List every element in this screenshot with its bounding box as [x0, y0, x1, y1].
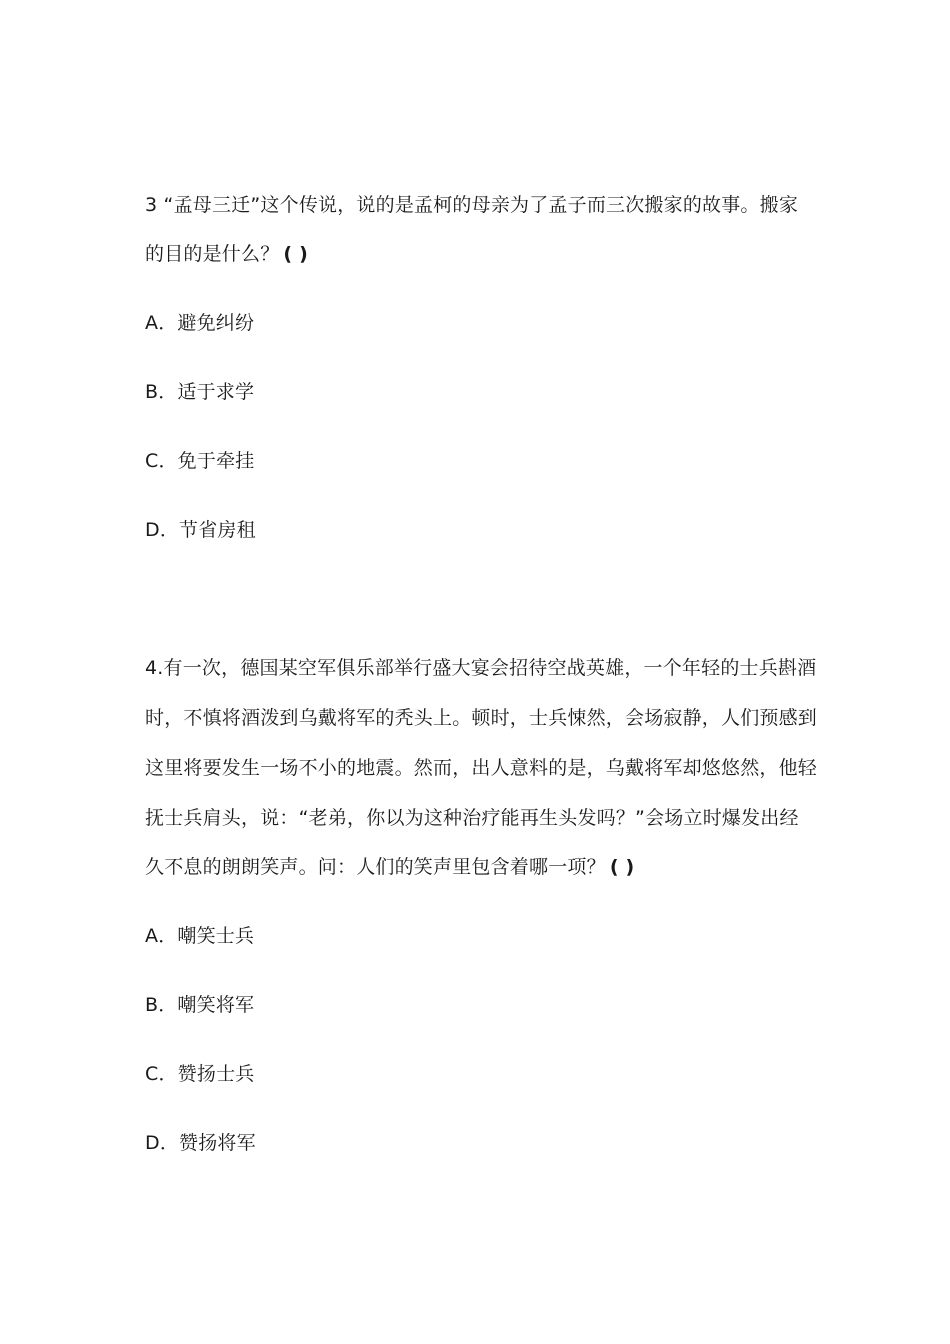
question-3-option-c: C．免于牵挂 [145, 450, 255, 472]
question-3-line-2-text: 的目的是什么？ [145, 243, 280, 265]
question-4-line-5-text: 久不息的朗朗笑声。问：人们的笑声里包含着哪一项？ [145, 856, 606, 878]
question-4-option-b: B．嘲笑将军 [145, 994, 255, 1016]
question-3-line-1: 3 “孟母三迁”这个传说，说的是孟柯的母亲为了孟子而三次搬家的故事。搬家 [145, 194, 799, 216]
question-3-option-d: D．节省房租 [145, 519, 256, 541]
question-4-line-4: 抚士兵肩头，说：“老弟，你以为这种治疗能再生头发吗？”会场立时爆发出经 [145, 807, 799, 829]
question-4-option-c: C．赞扬士兵 [145, 1063, 255, 1085]
question-4-line-5 [145, 854, 810, 880]
question-4-option-d: D．赞扬将军 [145, 1132, 256, 1154]
question-4-line-2: 时，不慎将酒泼到乌戴将军的秃头上。顿时，士兵悚然，会场寂静，人们预感到 [145, 707, 818, 729]
question-3-option-a: A．避免纠纷 [145, 312, 255, 334]
question-3-answer-paren: ( ) [283, 243, 308, 265]
question-3-line-2 [145, 241, 810, 267]
question-4-option-a: A．嘲笑士兵 [145, 925, 255, 947]
question-4-answer-paren: ( ) [609, 856, 635, 878]
question-4-line-3: 这里将要发生一场不小的地震。然而，出人意料的是，乌戴将军却悠悠然，他轻 [145, 757, 818, 779]
question-3-option-b: B．适于求学 [145, 381, 255, 403]
question-4-line-1: 4.有一次，德国某空军俱乐部举行盛大宴会招待空战英雄，一个年轻的士兵斟酒 [145, 657, 817, 679]
